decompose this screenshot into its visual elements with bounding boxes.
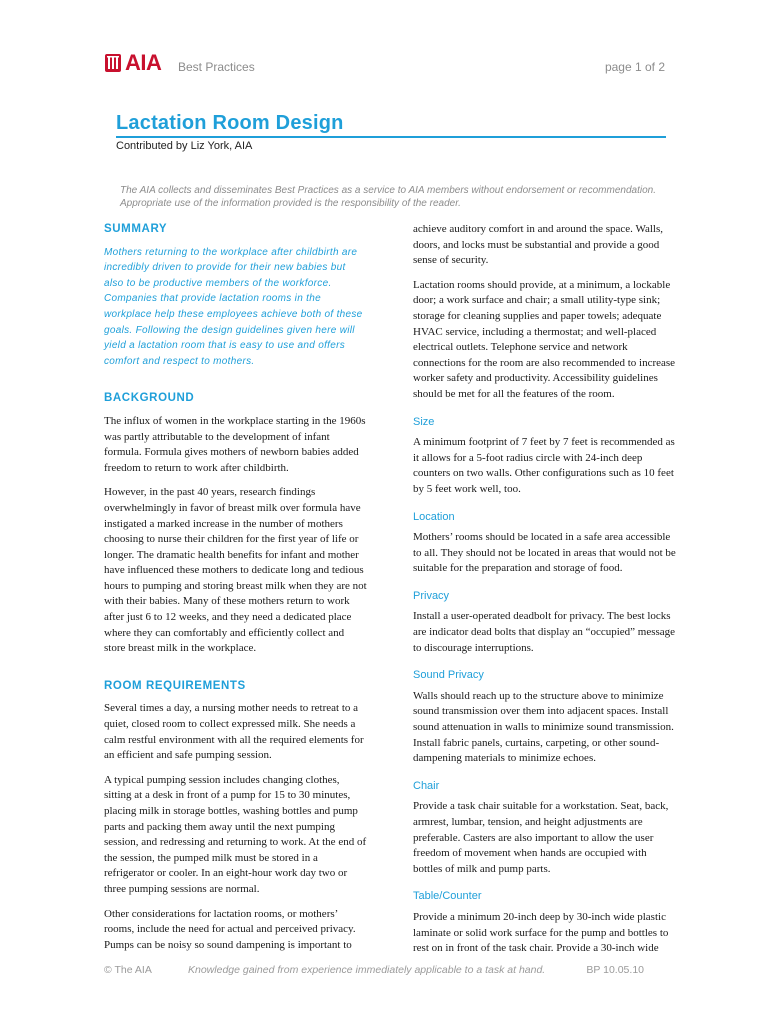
privacy-heading: Privacy	[413, 589, 450, 602]
page-title: Lactation Room Design	[116, 112, 344, 134]
background-heading: BACKGROUND	[104, 392, 195, 405]
byline: Contributed by Liz York, AIA	[116, 140, 253, 152]
room-paragraph-3: Other considerations for lactation rooms, or mothers’ rooms, include the need for actual and perceived privacy. Pumps can be noisy so sound dampening is important to	[104, 907, 356, 951]
continued-paragraph: achieve auditory comfort in and around the space. Walls, doors, and locks must be substantial and provide a good sense of security.	[413, 223, 663, 267]
background-paragraph-1: The influx of women in the workplace starting in the 1960s was partly attributable to the development of infant formula. Formula gives mothers of newborn babies added freedom to return to work after childbirth.	[104, 414, 366, 474]
sound-privacy-heading: Sound Privacy	[413, 669, 484, 682]
room-requirements-heading: ROOM REQUIREMENTS	[104, 679, 246, 692]
background-paragraph-2: However, in the past 40 years, research findings overwhelmingly in favor of breast milk over formula have instigated a marked increase in the number of mothers choosing to nurse their children for the first year of life or longer. The dramatic health benefits for infant and mother have influenced these mothers to dedicate long and tedious hours to pumping and storing breast milk when they are not with their babies. Many of these mothers return to work after just 6 to 12 weeks, and they need a dedicated place where they can comfortably and efficiently collect and store breast milk in the workplace.	[104, 486, 367, 655]
aia-logo	[103, 50, 161, 76]
location-paragraph: Mothers’ rooms should be located in a safe area accessible to all. They should not be located in areas that would not be suitable for the preparation and storage of food.	[413, 531, 676, 575]
provisions-paragraph: Lactation rooms should provide, at a minimum, a lockable door; a work surface and chair; a small utility-type sink; storage for cleaning supplies and paper towels; adequate HVAC service, including a thermostat; and well-placed electrical outlets. Telephone service and network connections for the room are also recommended to increase worker safety and productivity. Accessibility guidelines should be met for all the features of the room.	[413, 278, 676, 400]
chair-paragraph: Provide a task chair suitable for a workstation. Seat, back, armrest, lumbar, tension, and height adjustments are preferable. Casters are also important to allow the user freedom of movement when hands are occupied with bottles of milk and pump parts.	[413, 800, 669, 875]
page-number: page 1 of 2	[604, 60, 665, 74]
sound-privacy-paragraph: Walls should reach up to the structure above to minimize sound transmission over them into adjacent spaces. Install sound attenuation in walls to minimize sound transmission. Install fabric panels, curtains, carpeting, or other sound-dampening materials to minimize echoes.	[413, 689, 674, 765]
right-column	[413, 222, 678, 966]
size-heading: Size	[413, 415, 435, 428]
location-heading: Location	[413, 510, 455, 523]
size-paragraph: A minimum footprint of 7 feet by 7 feet is recommended as it allows for a 5-foot radius circle with 24-inch deep counters on two walls. Other configurations such as 10 feet by 5 feet work well, too.	[413, 436, 675, 495]
logo-text: AIA	[125, 50, 162, 75]
privacy-paragraph: Install a user-operated deadbolt for privacy. The best locks are indicator dead bolts that display an “occupied” message to discourage interruptions.	[413, 610, 676, 654]
summary-text: Mothers returning to the workplace after childbirth are incredibly driven to provide for their new babies but also to be productive members of the workforce. Companies that provide lactation rooms in the workplace help these employees achieve both of these goals. Following the design guidelines given here will yield a lactation room that is easy to use and offers comfort and respect to mothers.	[104, 246, 363, 367]
left-column	[104, 222, 368, 962]
summary-heading: SUMMARY	[104, 223, 168, 235]
footer-tagline: Knowledge gained from experience immediately applicable to a task at hand.	[188, 964, 546, 976]
header-subtitle: Best Practices	[178, 60, 255, 74]
table-counter-heading: Table/Counter	[413, 890, 482, 903]
footer-code: BP 10.05.10	[586, 964, 644, 976]
chair-heading: Chair	[413, 779, 440, 792]
table-counter-paragraph: Provide a minimum 20-inch deep by 30-inch wide plastic laminate or solid work surface for the pump and bottles to rest on in front of the task chair. Provide a 30-inch wide	[413, 910, 669, 955]
title-divider	[116, 136, 666, 138]
disclaimer: The AIA collects and disseminates Best Practices as a service to AIA members without endorsement or recommendation. Appropriate use of the information provided is the responsibility of the reader.	[120, 185, 656, 209]
aia-logo-icon	[103, 52, 123, 74]
room-paragraph-2: A typical pumping session includes changing clothes, sitting at a desk in front of a pump for 15 to 30 minutes, placing milk in storage bottles, washing bottles and pump parts and packing them away until the next pumping session, and redressing and returning to work. At the end of the session, the pumped milk must be stored in a refrigerator or cooler. In an eight-hour work day two or three pumping sessions are normal.	[104, 773, 367, 895]
footer-copyright: © The AIA	[104, 964, 152, 976]
room-paragraph-1: Several times a day, a nursing mother needs to retreat to a quiet, closed room to collect expressed milk. She needs a calm restful environment with all the required elements for an efficient and safe pumping session.	[104, 702, 364, 762]
